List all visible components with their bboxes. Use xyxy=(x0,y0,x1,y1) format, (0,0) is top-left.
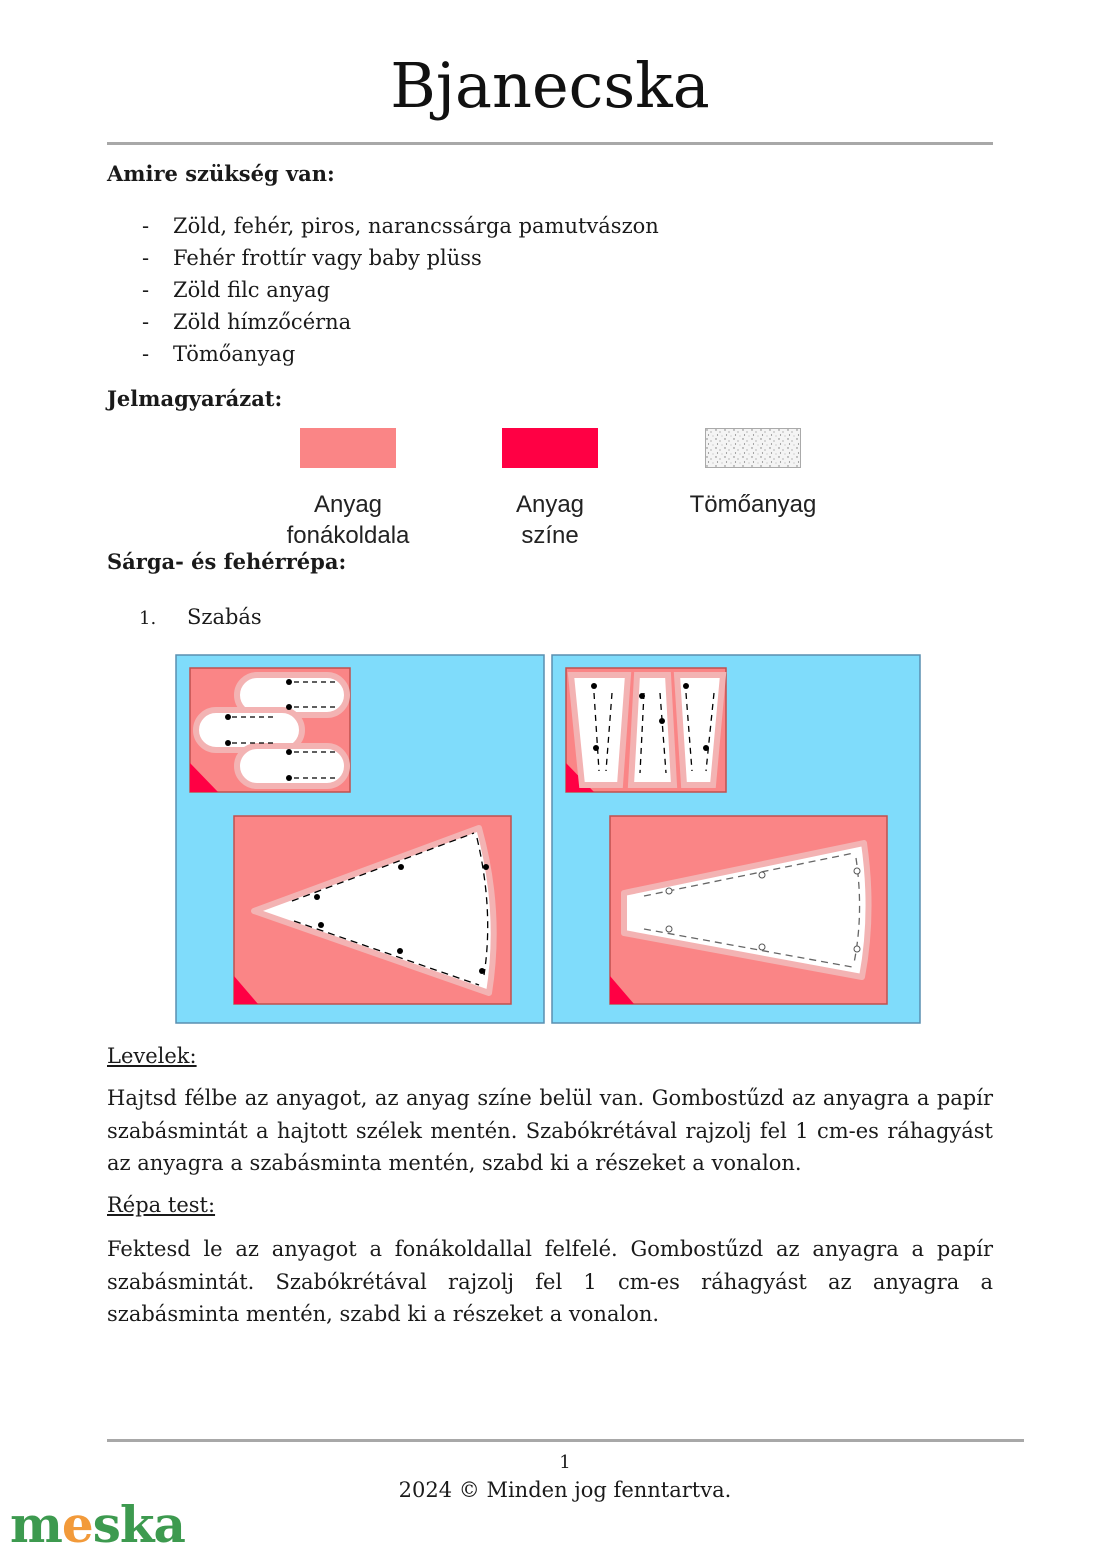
body-fabric-right xyxy=(610,816,887,1004)
cutting-diagram xyxy=(174,653,924,1025)
step-label: Szabás xyxy=(187,605,262,629)
leaf-fabric-left xyxy=(190,668,350,792)
footer-divider xyxy=(107,1439,1024,1442)
list-item: - Zöld filc anyag xyxy=(142,278,331,302)
list-item: - Tömőanyag xyxy=(142,342,296,366)
body-heading: Répa test: xyxy=(107,1193,216,1217)
list-item: - Zöld, fehér, piros, narancssárga pamutvászon xyxy=(142,214,659,238)
legend-label-stuffing: Tömőanyag xyxy=(689,491,817,518)
list-item: - Zöld hímzőcérna xyxy=(142,310,352,334)
body-fabric-left xyxy=(234,816,511,1004)
body-paragraph: Fektesd le az anyagot a fonákoldallal felfelé. Gombostűzd az anyagra a papír szabásmintát. Szabókrétával rajzolj fel 1 cm-es ráhagyást az anyagra a szabásminta mentén, szabd ki a részeket a vonalon. xyxy=(107,1237,993,1326)
legend-swatch-fabric-front xyxy=(502,428,598,468)
legend-label-fabric-back: Anyag fonákoldala xyxy=(286,491,410,549)
materials-heading: Amire szükség van: xyxy=(107,161,335,186)
legend-heading: Jelmagyarázat: xyxy=(107,386,283,411)
page-number: 1 xyxy=(559,1452,571,1473)
leaves-heading: Levelek: xyxy=(107,1044,197,1068)
step-number: 1. xyxy=(139,608,157,629)
section-heading: Sárga- és fehérrépa: xyxy=(107,549,347,574)
copyright-notice: 2024 © Minden jog fenntartva. xyxy=(398,1478,732,1502)
materials-list xyxy=(142,210,659,370)
legend-swatch-stuffing xyxy=(705,428,801,468)
page-title: Bjanecska xyxy=(390,49,710,122)
legend-label-fabric-front: Anyag színe xyxy=(515,491,585,549)
meska-logo: meska xyxy=(10,1495,185,1554)
leaves-paragraph: Hajtsd félbe az anyagot, az anyag színe belül van. Gombostűzd az anyagra a papír szabásmintát a hajtott szélek mentén. Szabókrétával rajzolj fel 1 cm-es ráhagyást az anyagra a szabásminta mentén, szabd ki a részeket a vonalon. xyxy=(107,1086,993,1175)
legend-swatch-fabric-back xyxy=(300,428,396,468)
list-item: - Fehér frottír vagy baby plüss xyxy=(142,246,482,270)
leaf-fabric-right xyxy=(566,668,726,792)
title-divider xyxy=(107,142,993,145)
